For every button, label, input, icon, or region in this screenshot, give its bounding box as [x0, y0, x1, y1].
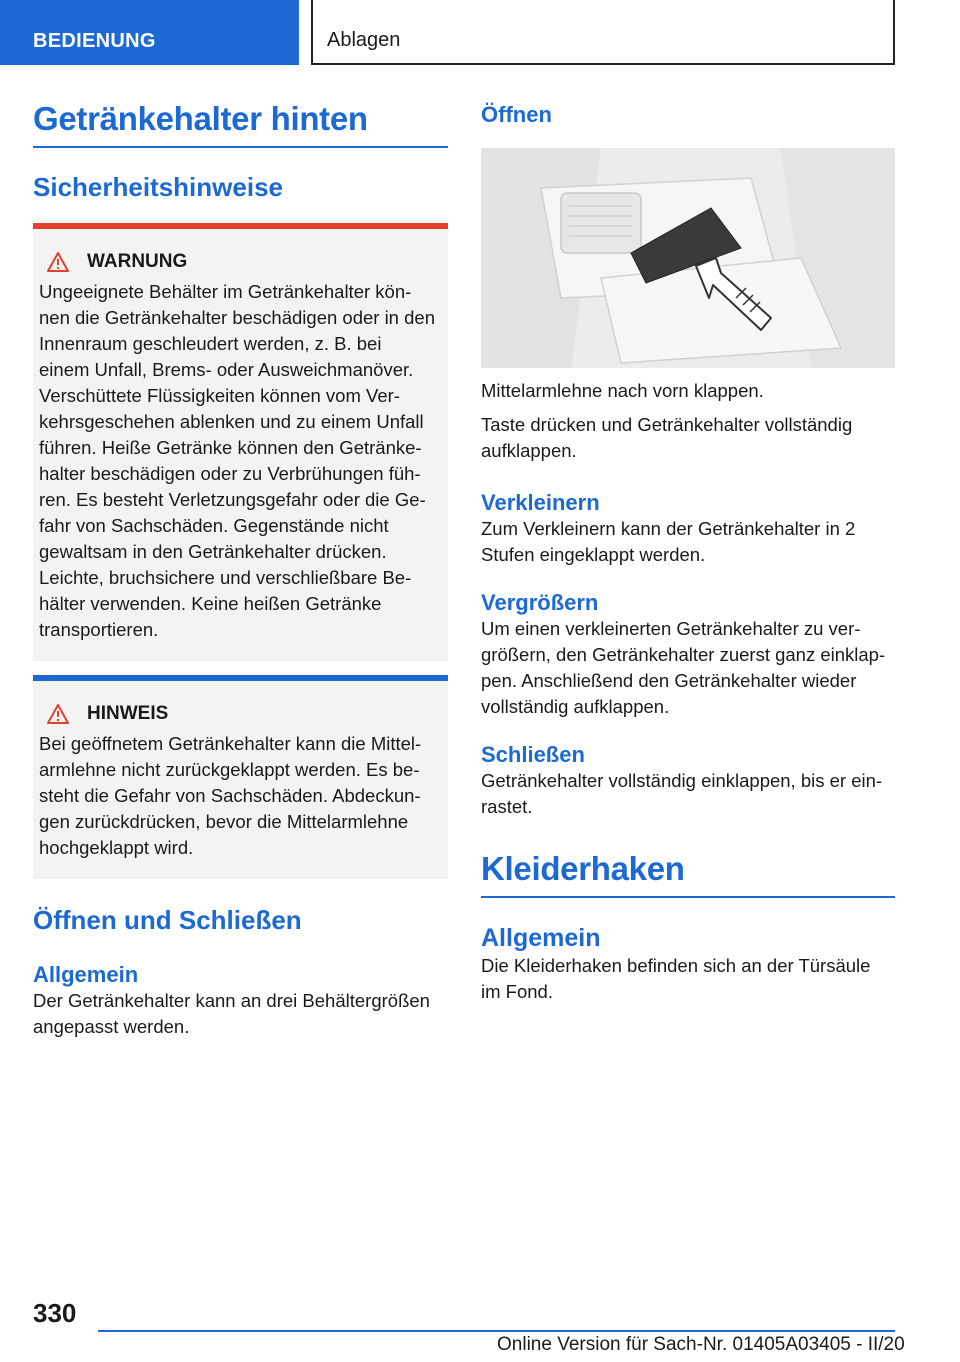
- section-title: Ablagen: [311, 0, 895, 65]
- note-label: HINWEIS: [87, 703, 169, 724]
- warning-icon: [47, 252, 69, 272]
- hooks-general-heading: Allgemein: [481, 924, 601, 952]
- cupholder-illustration: [481, 148, 895, 368]
- note-text: Bei geöffnetem Getränkehalter kann die Mittel‐armlehne nicht zurückgeklappt werden. Es be‐steht die Gefahr von Sachschäden. Abdeckun‐gen zurückdrücken, bevor die Mittelarmlehne hochgeklappt wird.: [39, 733, 422, 858]
- hooks-title: Kleiderhaken: [481, 850, 895, 898]
- warning-icon: [47, 704, 69, 724]
- left-column: [33, 100, 448, 1040]
- open-heading: Öffnen: [481, 102, 552, 127]
- enlarge-heading: Vergrößern: [481, 590, 599, 615]
- close-text: Getränkehalter vollständig einklappen, bis er ein‐rastet.: [481, 770, 883, 817]
- page-title: Getränkehalter hinten: [33, 100, 448, 148]
- close-heading: Schließen: [481, 742, 585, 767]
- open-close-heading: Öffnen und Schließen: [33, 905, 302, 935]
- general-heading: Allgemein: [33, 962, 139, 987]
- hooks-general-text: Die Kleiderhaken befinden sich an der Türsäule im Fond.: [481, 955, 871, 1002]
- safety-heading: Sicherheitshinweise: [33, 172, 283, 202]
- note-box: [33, 675, 448, 879]
- armrest-illustration: [481, 148, 895, 368]
- warning-box: [33, 223, 448, 661]
- open-step-1: Mittelarmlehne nach vorn klappen.: [481, 380, 764, 401]
- chapter-tab: BEDIENUNG: [0, 0, 299, 65]
- right-column: [481, 102, 895, 1005]
- warning-text: Ungeeignete Behälter im Getränkehalter kön‐nen die Getränkehalter beschädigen oder in den Innenraum geschleudert werden, z. B. bei einem Unfall, Brems- oder Ausweichmanöver. Verschüttete Flüssigkeiten können vom Ver‐kehrsgeschehen ablenken und zu einem Unfall führen. Heiße Getränke können den Getränke‐halter beschädigen oder zu Verbrühungen füh‐ren. Es besteht Verletzungsgefahr oder die Ge‐fahr von Sachschäden. Gegenstände nicht gewaltsam in den Getränkehalter drücken. Leichte, bruchsichere und verschließbare Be‐hälter verwenden. Keine heißen Getränke transportieren.: [39, 281, 435, 640]
- shrink-heading: Verkleinern: [481, 490, 600, 515]
- general-text: Der Getränkehalter kann an drei Behältergrößen angepasst werden.: [33, 990, 430, 1037]
- shrink-text: Zum Verkleinern kann der Getränkehalter in 2 Stufen eingeklappt werden.: [481, 518, 856, 565]
- warning-label: WARNUNG: [87, 251, 188, 272]
- online-version-text: Online Version für Sach-Nr. 01405A03405 - II/20: [497, 1334, 905, 1355]
- open-step-2: Taste drücken und Getränkehalter vollständig aufklappen.: [481, 414, 853, 461]
- footer-divider: [98, 1330, 895, 1332]
- enlarge-text: Um einen verkleinerten Getränkehalter zu ver‐größern, den Getränkehalter zuerst ganz einklap‐pen. Anschließend den Getränkehalter wieder vollständig aufklappen.: [481, 618, 886, 717]
- page-number: 330: [33, 1298, 77, 1328]
